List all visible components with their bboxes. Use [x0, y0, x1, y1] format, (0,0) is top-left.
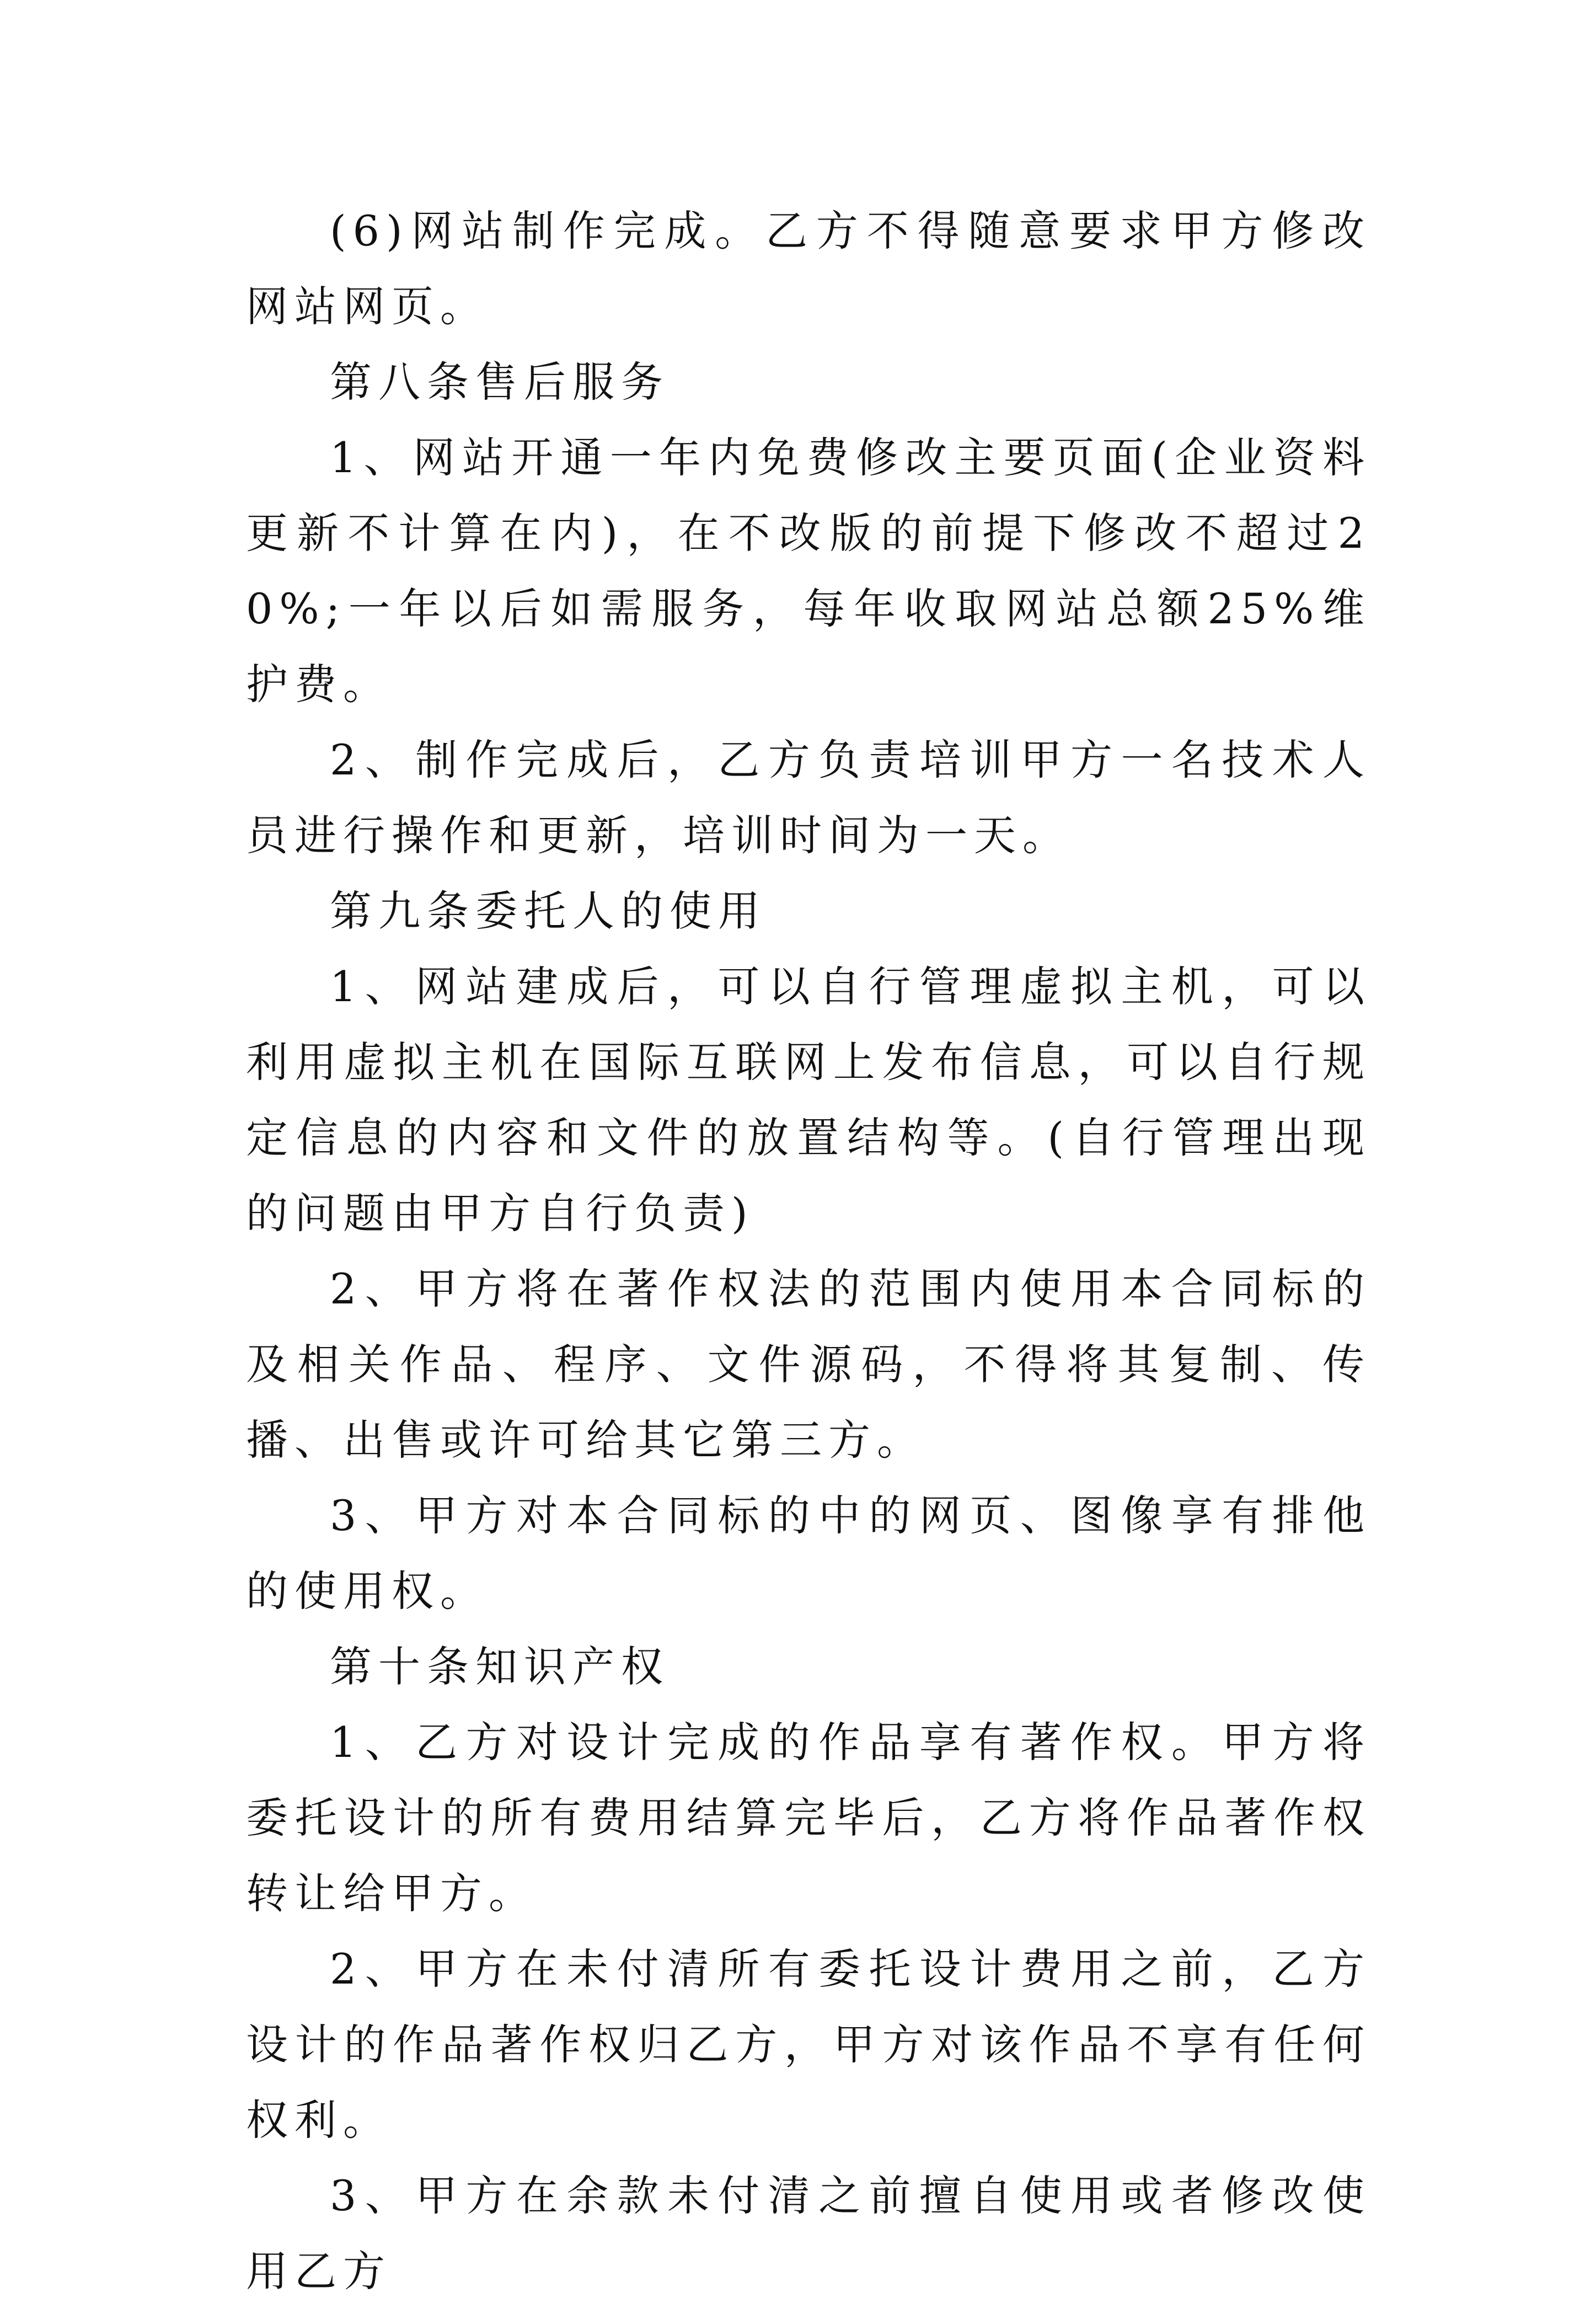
- paragraph-after-sales-2: 2、制作完成后，乙方负责培训甲方一名技术人员进行操作和更新，培训时间为一天。: [246, 735, 1371, 860]
- section-heading-article-10: 第十条知识产权: [330, 1642, 670, 1691]
- document-body: [246, 193, 1371, 2309]
- paragraph-ip-2: 2、甲方在未付清所有委托设计费用之前，乙方设计的作品著作权归乙方，甲方对该作品不享有任何权利。: [246, 1944, 1371, 2145]
- paragraph-ip-1: 1、乙方对设计完成的作品享有著作权。甲方将委托设计的所有费用结算完毕后，乙方将作品著作权转让给甲方。: [246, 1718, 1371, 1918]
- paragraph-item-6: (6)网站制作完成。乙方不得随意要求甲方修改网站网页。: [246, 206, 1371, 331]
- section-heading-article-9: 第九条委托人的使用: [330, 886, 767, 936]
- paragraph-client-use-3: 3、甲方对本合同标的中的网页、图像享有排他的使用权。: [246, 1491, 1371, 1616]
- paragraph-client-use-1: 1、网站建成后，可以自行管理虚拟主机，可以利用虚拟主机在国际互联网上发布信息，可以自行规定信息的内容和文件的放置结构等。(自行管理出现的问题由甲方自行负责): [246, 962, 1371, 1238]
- paragraph-ip-3: 3、甲方在余款未付清之前擅自使用或者修改使用乙方: [246, 2171, 1371, 2296]
- section-heading-article-8: 第八条售后服务: [330, 357, 670, 407]
- paragraph-after-sales-1: 1、网站开通一年内免费修改主要页面(企业资料更新不计算在内)，在不改版的前提下修改不超过20%;一年以后如需服务，每年收取网站总额25%维护费。: [246, 433, 1371, 709]
- paragraph-client-use-2: 2、甲方将在著作权法的范围内使用本合同标的及相关作品、程序、文件源码，不得将其复制、传播、出售或许可给其它第三方。: [246, 1264, 1371, 1464]
